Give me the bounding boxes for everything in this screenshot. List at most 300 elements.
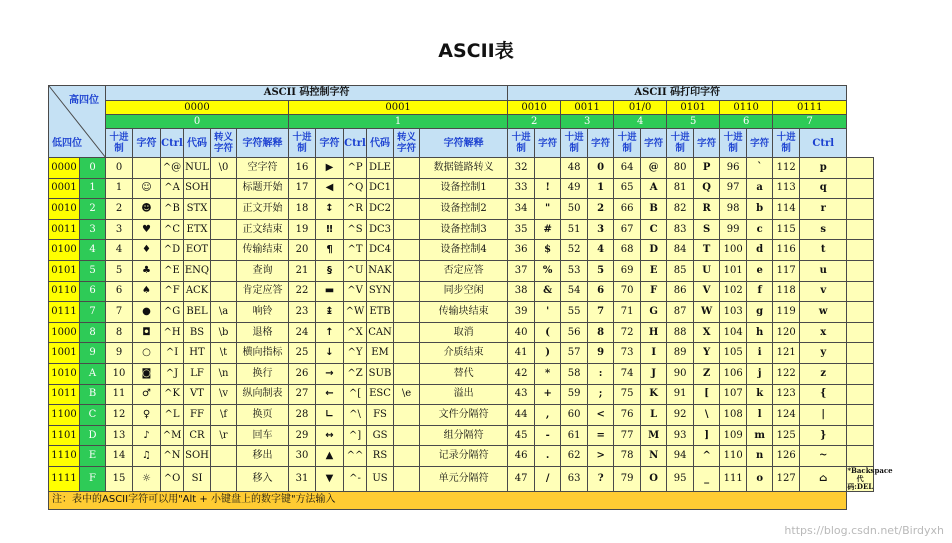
ctrl1-cell-1: ↨ xyxy=(316,302,344,323)
table-row xyxy=(49,178,874,199)
col-label-ctrl0-2: Ctrl xyxy=(161,129,184,158)
print5-dec: 120 xyxy=(773,322,800,343)
print2-dec: 73 xyxy=(614,343,641,364)
print4-dec: 110 xyxy=(720,446,747,467)
ctrl0-cell-2: ^K xyxy=(161,384,184,405)
ctrl0-cell-5: 横向指标 xyxy=(237,343,289,364)
col-label-print3-1: 字符 xyxy=(694,129,720,158)
print4-char: k xyxy=(747,384,773,405)
print3-char: V xyxy=(694,281,720,302)
ctrl1-cell-1: § xyxy=(316,260,344,281)
ctrl0-cell-4: \f xyxy=(211,405,237,426)
ctrl1-cell-1: ◀ xyxy=(316,178,344,199)
ctrl0-cell-1: ♫ xyxy=(133,446,161,467)
print4-dec: 96 xyxy=(720,158,747,179)
print2-char: O xyxy=(641,466,667,491)
print5-char: p xyxy=(800,158,847,179)
print0-char: . xyxy=(535,446,561,467)
print5-char: y xyxy=(800,343,847,364)
print3-dec: 94 xyxy=(667,446,694,467)
low-bits: 1001 xyxy=(49,343,80,364)
print-ctrl-cell xyxy=(847,302,874,323)
ctrl0-cell-3: ETX xyxy=(184,219,211,240)
ctrl0-cell-4: \0 xyxy=(211,158,237,179)
low-bits: 1111 xyxy=(49,466,80,491)
ctrl0-cell-2: ^H xyxy=(161,322,184,343)
print-ctrl-cell xyxy=(847,425,874,446)
low-bits: 0111 xyxy=(49,302,80,323)
print-ctrl-cell xyxy=(847,343,874,364)
print-ctrl-cell xyxy=(847,199,874,220)
ctrl1-cell-1: ‼ xyxy=(316,219,344,240)
ctrl0-cell-5: 换行 xyxy=(237,363,289,384)
low-bits: 1000 xyxy=(49,322,80,343)
print4-dec: 100 xyxy=(720,240,747,261)
print5-char: ⌂ xyxy=(800,466,847,491)
ctrl0-cell-5: 传输结束 xyxy=(237,240,289,261)
col-label-print2-1: 字符 xyxy=(641,129,667,158)
high-bits-0: 0000 xyxy=(106,101,289,115)
ctrl0-cell-1: ◙ xyxy=(133,363,161,384)
print3-dec: 88 xyxy=(667,322,694,343)
col-label-ctrl1-0: 十进制 xyxy=(289,129,316,158)
high-dec-3: 3 xyxy=(561,115,614,129)
col-label-ctrl1-3: 代码 xyxy=(367,129,394,158)
print-ctrl-cell xyxy=(847,446,874,467)
print2-dec: 66 xyxy=(614,199,641,220)
ctrl0-cell-2: ^B xyxy=(161,199,184,220)
print2-dec: 70 xyxy=(614,281,641,302)
print-ctrl-cell xyxy=(847,158,874,179)
ctrl0-cell-3: VT xyxy=(184,384,211,405)
low-bits: 1110 xyxy=(49,446,80,467)
ctrl1-cell-2: ^W xyxy=(344,302,367,323)
ctrl1-cell-2: ^] xyxy=(344,425,367,446)
ctrl1-cell-1: ← xyxy=(316,384,344,405)
print4-dec: 97 xyxy=(720,178,747,199)
ctrl0-cell-2: ^F xyxy=(161,281,184,302)
ctrl0-cell-1: ● xyxy=(133,302,161,323)
table-row xyxy=(49,343,874,364)
ctrl0-cell-2: ^E xyxy=(161,260,184,281)
ctrl0-cell-1: ☺ xyxy=(133,178,161,199)
print3-dec: 89 xyxy=(667,343,694,364)
ctrl1-cell-2: ^R xyxy=(344,199,367,220)
high-bits-4: 01/0 xyxy=(614,101,667,115)
ctrl1-cell-4 xyxy=(394,425,420,446)
low-hex: 9 xyxy=(80,343,106,364)
ctrl1-cell-5: 替代 xyxy=(420,363,508,384)
ctrl0-cell-3: NUL xyxy=(184,158,211,179)
print0-char: ( xyxy=(535,322,561,343)
ctrl0-cell-1: ♪ xyxy=(133,425,161,446)
print1-dec: 56 xyxy=(561,322,588,343)
print1-char: 4 xyxy=(588,240,614,261)
high-bits-6: 0110 xyxy=(720,101,773,115)
ctrl1-cell-4 xyxy=(394,343,420,364)
print2-dec: 71 xyxy=(614,302,641,323)
print4-char: d xyxy=(747,240,773,261)
print5-char: r xyxy=(800,199,847,220)
ctrl0-cell-4: \a xyxy=(211,302,237,323)
ctrl1-cell-5: 设备控制4 xyxy=(420,240,508,261)
ctrl0-cell-2: ^A xyxy=(161,178,184,199)
col-label-ctrl1-4: 转义字符 xyxy=(394,129,420,158)
print3-char: X xyxy=(694,322,720,343)
low-bits: 1101 xyxy=(49,425,80,446)
print0-char: * xyxy=(535,363,561,384)
print0-dec: 34 xyxy=(508,199,535,220)
ctrl1-cell-0: 17 xyxy=(289,178,316,199)
ctrl0-cell-3: BS xyxy=(184,322,211,343)
ctrl1-cell-2: ^S xyxy=(344,219,367,240)
print2-dec: 74 xyxy=(614,363,641,384)
print0-char: # xyxy=(535,219,561,240)
col-label-print5-0: 十进制 xyxy=(773,129,800,158)
print4-char: j xyxy=(747,363,773,384)
col-label-print0-1: 字符 xyxy=(535,129,561,158)
ctrl1-cell-4 xyxy=(394,322,420,343)
print3-char: ] xyxy=(694,425,720,446)
print3-dec: 86 xyxy=(667,281,694,302)
ctrl0-cell-4: \t xyxy=(211,343,237,364)
ctrl1-cell-3: RS xyxy=(367,446,394,467)
print-ctrl-cell xyxy=(847,363,874,384)
ctrl1-cell-2: ^P xyxy=(344,158,367,179)
print4-char: o xyxy=(747,466,773,491)
print3-char: T xyxy=(694,240,720,261)
low-bits: 0110 xyxy=(49,281,80,302)
ctrl0-cell-4 xyxy=(211,281,237,302)
low-hex: B xyxy=(80,384,106,405)
ctrl1-cell-0: 19 xyxy=(289,219,316,240)
print2-char: G xyxy=(641,302,667,323)
low-bits: 0101 xyxy=(49,260,80,281)
ctrl0-cell-0: 11 xyxy=(106,384,133,405)
print1-dec: 59 xyxy=(561,384,588,405)
print4-char: g xyxy=(747,302,773,323)
ctrl0-cell-2: ^@ xyxy=(161,158,184,179)
print5-char: w xyxy=(800,302,847,323)
low-hex: 8 xyxy=(80,322,106,343)
ctrl0-cell-1 xyxy=(133,158,161,179)
col-label-ctrl1-1: 字符 xyxy=(316,129,344,158)
ctrl1-cell-0: 29 xyxy=(289,425,316,446)
ctrl0-cell-4 xyxy=(211,446,237,467)
print0-dec: 45 xyxy=(508,425,535,446)
ctrl1-cell-4 xyxy=(394,158,420,179)
print1-char: 6 xyxy=(588,281,614,302)
ctrl1-cell-1: ↔ xyxy=(316,425,344,446)
ctrl1-cell-3: GS xyxy=(367,425,394,446)
ctrl1-cell-2: ^Q xyxy=(344,178,367,199)
ctrl1-cell-2: ^^ xyxy=(344,446,367,467)
ctrl1-cell-5: 记录分隔符 xyxy=(420,446,508,467)
col-label-ctrl0-3: 代码 xyxy=(184,129,211,158)
ctrl1-cell-3: DC4 xyxy=(367,240,394,261)
print5-dec: 117 xyxy=(773,260,800,281)
print5-char: x xyxy=(800,322,847,343)
ctrl0-cell-4: \v xyxy=(211,384,237,405)
watermark: https://blog.csdn.net/Birdyxh xyxy=(784,524,944,537)
ctrl1-cell-3: SUB xyxy=(367,363,394,384)
ctrl1-cell-0: 30 xyxy=(289,446,316,467)
print0-dec: 37 xyxy=(508,260,535,281)
print1-dec: 48 xyxy=(561,158,588,179)
ctrl1-cell-0: 23 xyxy=(289,302,316,323)
table-row xyxy=(49,219,874,240)
ctrl0-cell-2: ^D xyxy=(161,240,184,261)
table-row xyxy=(49,384,874,405)
print1-char: < xyxy=(588,405,614,426)
print1-dec: 57 xyxy=(561,343,588,364)
ctrl1-cell-5: 组分隔符 xyxy=(420,425,508,446)
ctrl1-cell-3: ESC xyxy=(367,384,394,405)
col-label-ctrl1-5: 字符解释 xyxy=(420,129,508,158)
ctrl0-cell-0: 9 xyxy=(106,343,133,364)
corner-low-label: 低四位 xyxy=(52,138,82,149)
low-hex: 7 xyxy=(80,302,106,323)
print0-char xyxy=(535,158,561,179)
print1-dec: 53 xyxy=(561,260,588,281)
ctrl0-cell-0: 12 xyxy=(106,405,133,426)
print2-char: B xyxy=(641,199,667,220)
ctrl0-cell-5: 正文开始 xyxy=(237,199,289,220)
col-label-ctrl0-1: 字符 xyxy=(133,129,161,158)
print-ctrl-cell xyxy=(847,260,874,281)
print3-char: R xyxy=(694,199,720,220)
print4-char: n xyxy=(747,446,773,467)
print2-char: H xyxy=(641,322,667,343)
ctrl1-cell-1: ↑ xyxy=(316,322,344,343)
table-row xyxy=(49,405,874,426)
print5-dec: 123 xyxy=(773,384,800,405)
low-hex: 2 xyxy=(80,199,106,220)
ctrl1-cell-3: NAK xyxy=(367,260,394,281)
print2-dec: 77 xyxy=(614,425,641,446)
print2-dec: 67 xyxy=(614,219,641,240)
ctrl0-cell-5: 移出 xyxy=(237,446,289,467)
ctrl1-cell-5: 文件分隔符 xyxy=(420,405,508,426)
print2-char: M xyxy=(641,425,667,446)
print2-dec: 76 xyxy=(614,405,641,426)
ctrl1-cell-1: ¶ xyxy=(316,240,344,261)
ctrl0-cell-4: \b xyxy=(211,322,237,343)
ctrl0-cell-3: CR xyxy=(184,425,211,446)
print0-dec: 33 xyxy=(508,178,535,199)
print4-char: h xyxy=(747,322,773,343)
print3-char: Z xyxy=(694,363,720,384)
ctrl0-cell-3: LF xyxy=(184,363,211,384)
print4-dec: 107 xyxy=(720,384,747,405)
ctrl0-cell-1: ○ xyxy=(133,343,161,364)
ctrl1-cell-5: 取消 xyxy=(420,322,508,343)
ctrl0-cell-5: 换页 xyxy=(237,405,289,426)
ctrl1-cell-3: ETB xyxy=(367,302,394,323)
print5-char: ~ xyxy=(800,446,847,467)
ctrl1-cell-0: 24 xyxy=(289,322,316,343)
print2-char: I xyxy=(641,343,667,364)
low-bits: 1100 xyxy=(49,405,80,426)
ctrl1-cell-4 xyxy=(394,260,420,281)
high-dec-6: 6 xyxy=(720,115,773,129)
col-label-ctrl1-2: Ctrl xyxy=(344,129,367,158)
ctrl1-cell-0: 28 xyxy=(289,405,316,426)
low-hex: 3 xyxy=(80,219,106,240)
print3-char: ^ xyxy=(694,446,720,467)
ctrl1-cell-0: 20 xyxy=(289,240,316,261)
ctrl1-cell-2: ^V xyxy=(344,281,367,302)
ctrl1-cell-0: 27 xyxy=(289,384,316,405)
print1-dec: 52 xyxy=(561,240,588,261)
ctrl1-cell-1: ↓ xyxy=(316,343,344,364)
col-label-print4-0: 十进制 xyxy=(720,129,747,158)
ctrl0-cell-2: ^C xyxy=(161,219,184,240)
ctrl0-cell-4 xyxy=(211,260,237,281)
ctrl1-cell-3: DC1 xyxy=(367,178,394,199)
ctrl1-cell-1: ↕ xyxy=(316,199,344,220)
low-bits: 0010 xyxy=(49,199,80,220)
ctrl0-cell-3: SOH xyxy=(184,446,211,467)
print2-char: C xyxy=(641,219,667,240)
ctrl0-cell-4: \r xyxy=(211,425,237,446)
ctrl1-cell-2: ^\ xyxy=(344,405,367,426)
print-ctrl-cell xyxy=(847,178,874,199)
print1-dec: 60 xyxy=(561,405,588,426)
print2-dec: 78 xyxy=(614,446,641,467)
ctrl1-cell-2: ^X xyxy=(344,322,367,343)
high-dec-1: 1 xyxy=(289,115,508,129)
ctrl1-cell-2: ^[ xyxy=(344,384,367,405)
print1-dec: 49 xyxy=(561,178,588,199)
table-row xyxy=(49,363,874,384)
ctrl1-cell-0: 22 xyxy=(289,281,316,302)
ctrl1-cell-5: 设备控制2 xyxy=(420,199,508,220)
print0-char: / xyxy=(535,466,561,491)
print4-dec: 105 xyxy=(720,343,747,364)
print1-char: = xyxy=(588,425,614,446)
print0-dec: 38 xyxy=(508,281,535,302)
print4-dec: 99 xyxy=(720,219,747,240)
print4-char: b xyxy=(747,199,773,220)
print0-dec: 32 xyxy=(508,158,535,179)
ctrl0-cell-1: ☼ xyxy=(133,466,161,491)
ctrl0-cell-5: 肯定应答 xyxy=(237,281,289,302)
print1-dec: 62 xyxy=(561,446,588,467)
low-bits: 0000 xyxy=(49,158,80,179)
ctrl0-cell-1: ◘ xyxy=(133,322,161,343)
print5-dec: 124 xyxy=(773,405,800,426)
ctrl1-cell-3: DC3 xyxy=(367,219,394,240)
print1-char: 3 xyxy=(588,219,614,240)
print5-char: z xyxy=(800,363,847,384)
print4-char: l xyxy=(747,405,773,426)
group-control-header: ASCII 码控制字符 xyxy=(106,86,508,101)
print3-char: \ xyxy=(694,405,720,426)
print2-dec: 64 xyxy=(614,158,641,179)
ctrl1-cell-4 xyxy=(394,240,420,261)
page-title: ASCII表 xyxy=(438,40,514,62)
print0-char: & xyxy=(535,281,561,302)
group-print-header: ASCII 码打印字符 xyxy=(508,86,847,101)
ctrl1-cell-4 xyxy=(394,178,420,199)
print0-dec: 35 xyxy=(508,219,535,240)
ctrl1-cell-5: 同步空闲 xyxy=(420,281,508,302)
ctrl0-cell-1: ♦ xyxy=(133,240,161,261)
print1-dec: 58 xyxy=(561,363,588,384)
print0-char: , xyxy=(535,405,561,426)
print2-char: J xyxy=(641,363,667,384)
print4-char: m xyxy=(747,425,773,446)
print5-dec: 114 xyxy=(773,199,800,220)
low-hex: 6 xyxy=(80,281,106,302)
print0-dec: 40 xyxy=(508,322,535,343)
ctrl1-cell-5: 介质结束 xyxy=(420,343,508,364)
ctrl0-cell-3: EOT xyxy=(184,240,211,261)
ctrl1-cell-4 xyxy=(394,281,420,302)
print0-char: ' xyxy=(535,302,561,323)
ctrl0-cell-0: 13 xyxy=(106,425,133,446)
high-bits-2: 0010 xyxy=(508,101,561,115)
print1-dec: 63 xyxy=(561,466,588,491)
print3-dec: 91 xyxy=(667,384,694,405)
print5-dec: 115 xyxy=(773,219,800,240)
ctrl1-cell-4 xyxy=(394,199,420,220)
print2-char: D xyxy=(641,240,667,261)
print2-dec: 68 xyxy=(614,240,641,261)
high-dec-0: 0 xyxy=(106,115,289,129)
ctrl1-cell-2: ^T xyxy=(344,240,367,261)
print4-dec: 102 xyxy=(720,281,747,302)
ctrl0-cell-0: 14 xyxy=(106,446,133,467)
print4-char: ` xyxy=(747,158,773,179)
print0-dec: 42 xyxy=(508,363,535,384)
low-hex: D xyxy=(80,425,106,446)
ctrl0-cell-5: 响铃 xyxy=(237,302,289,323)
table-row xyxy=(49,158,874,179)
ctrl1-cell-5: 数据链路转义 xyxy=(420,158,508,179)
print0-char: - xyxy=(535,425,561,446)
print2-char: E xyxy=(641,260,667,281)
print1-char: 2 xyxy=(588,199,614,220)
print3-char: P xyxy=(694,158,720,179)
print0-dec: 39 xyxy=(508,302,535,323)
ctrl0-cell-3: ACK xyxy=(184,281,211,302)
low-bits: 1011 xyxy=(49,384,80,405)
ctrl0-cell-4 xyxy=(211,178,237,199)
ctrl0-cell-2: ^G xyxy=(161,302,184,323)
ctrl0-cell-3: FF xyxy=(184,405,211,426)
print3-char: U xyxy=(694,260,720,281)
print3-char: W xyxy=(694,302,720,323)
print5-dec: 125 xyxy=(773,425,800,446)
print5-char: u xyxy=(800,260,847,281)
print2-dec: 72 xyxy=(614,322,641,343)
low-hex: 5 xyxy=(80,260,106,281)
ctrl1-cell-4 xyxy=(394,446,420,467)
print2-char: L xyxy=(641,405,667,426)
high-dec-4: 4 xyxy=(614,115,667,129)
corner-high-label: 高四位 xyxy=(69,95,99,106)
ctrl1-cell-2: ^- xyxy=(344,466,367,491)
ctrl1-cell-4: \e xyxy=(394,384,420,405)
low-hex: A xyxy=(80,363,106,384)
ctrl0-cell-1: ♠ xyxy=(133,281,161,302)
print-ctrl-cell: *Backspace 代码:DEL xyxy=(847,465,893,491)
ctrl0-cell-5: 查询 xyxy=(237,260,289,281)
print0-char: " xyxy=(535,199,561,220)
table-row xyxy=(49,240,874,261)
